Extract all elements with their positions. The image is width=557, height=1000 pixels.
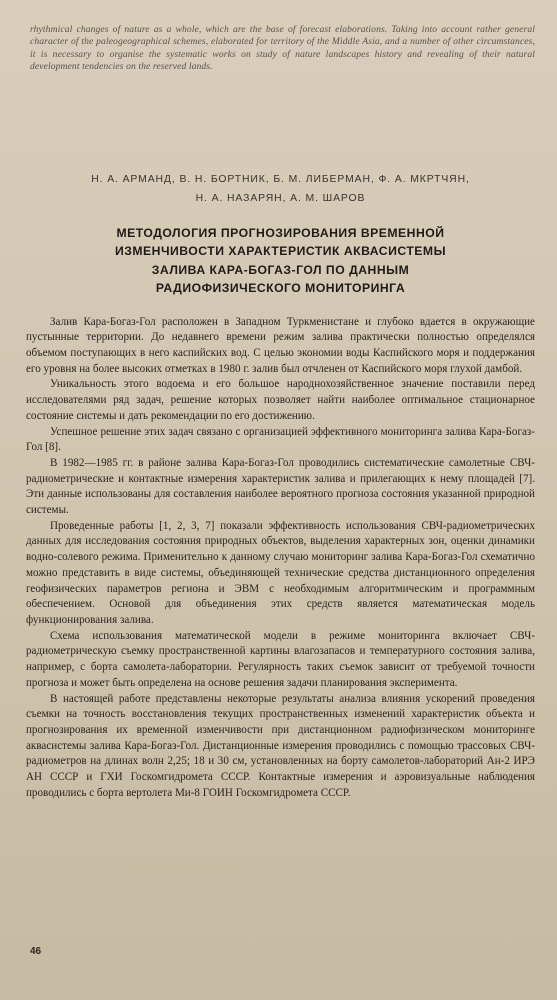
body-paragraph: Уникальность этого водоема и его большое народнохозяйственное значение поставили перед исследователями ряд задач, решение которых позволяет найти наиболее оптимальное стационарное состояние системы и дать рекомендации по его достижению.: [26, 378, 535, 422]
english-abstract-tail: rhythmical changes of nature as a whole, which are the base of forecast elaborations. Taking into account rather general character of the paleogeographical schemes, elaborated for territory of the Middle Asia, and a number of other circumstances, it is necessary to organise the systematic works on study of nature landscapes history and revealing of their natural development tendencies on the reserved lands.: [30, 24, 535, 73]
body-paragraph: В 1982—1985 гг. в районе залива Кара-Богаз-Гол проводились систематические самолетные СВЧ-радиометрические и контактные измерения характеристик залива и прилегающих к нему площадей [7]. Эти данные использованы для составления наиболее вероятного прогноза состояния указанной природной системы.: [26, 456, 535, 517]
body-paragraph: Схема использования математической модели в режиме мониторинга включает СВЧ-радиометрическую съемку пространственной картины влагозапасов и температурного состояния залива, например, с борта самолета-лаборатории. Регулярность таких съемок зависит от требуемой точности прогноза и может быть определена на основе решения задачи планирования эксперимента.: [26, 629, 535, 689]
authors-line-1: Н. А. АРМАНД, В. Н. БОРТНИК, Б. М. ЛИБЕРМАН, Ф. А. МКРТЧЯН,: [91, 173, 470, 185]
title-line-1: МЕТОДОЛОГИЯ ПРОГНОЗИРОВАНИЯ ВРЕМЕННОЙ: [116, 225, 445, 240]
article-body: [26, 315, 535, 802]
title-line-2: ИЗМЕНЧИВОСТИ ХАРАКТЕРИСТИК АКВАСИСТЕМЫ: [114, 244, 447, 259]
body-paragraph: Успешное решение этих задач связано с организацией эффективного мониторинга залива Кара-Богаз-Гол [8].: [26, 425, 535, 454]
body-paragraph: Залив Кара-Богаз-Гол расположен в Западном Туркменистане и глубоко вдается в окружающие пустынные территории. До недавнего времени режим залива практически полностью определялся объемом поступающих в него каспийских вод. С целью экономии воды Каспийского моря и поддержания его уровня на более высоких отметках в 1980 г. залив был отчленен от Каспийского моря глухой дамбой.: [26, 315, 535, 375]
title-line-4: РАДИОФИЗИЧЕСКОГО МОНИТОРИНГА: [155, 281, 406, 296]
article-title: [26, 224, 535, 298]
authors-block: [26, 170, 535, 208]
title-line-3: ЗАЛИВА КАРА-БОГАЗ-ГОЛ ПО ДАННЫМ: [151, 262, 410, 277]
body-paragraph: Проведенные работы [1, 2, 3, 7] показали эффективность использования СВЧ-радиометрических данных для исследования состояния природных объектов, выделения характерных зон, оценки динамики водно-солевого режима. Применительно к данному случаю мониторинг залива Кара-Богаз-Гол схематично можно представить в виде системы, объединяющей технические средства дистанционного определения геофизических параметров региона и ЭВМ с необходимым алгоритмическим и программным обеспечением. Основой для объединения этих средств является математическая модель функционирования залива.: [26, 519, 535, 626]
page-number: 46: [30, 946, 42, 957]
authors-line-2: Н. А. НАЗАРЯН, А. М. ШАРОВ: [195, 192, 366, 204]
body-paragraph: В настоящей работе представлены некоторые результаты анализа влияния ускорений проведения съемки на точность восстановления текущих пространственных изменений характеристик объекта и прогнозирования их временной изменчивости при дистанционном радиофизическом мониторинге аквасистемы залива Кара-Богаз-Гол. Дистанционные измерения проводились с помощью трассовых СВЧ-радиометров на длинах волн 2,25; 18 и 30 см, установленных на борту самолетов-лабораторий Ан-2 ИРЭ АН СССР и ГХИ Госкомгидромета СССР. Контактные измерения и аэровизуальные наблюдения проводились с борта вертолета Ми-8 ГОИН Госкомгидромета СССР.: [26, 692, 535, 799]
